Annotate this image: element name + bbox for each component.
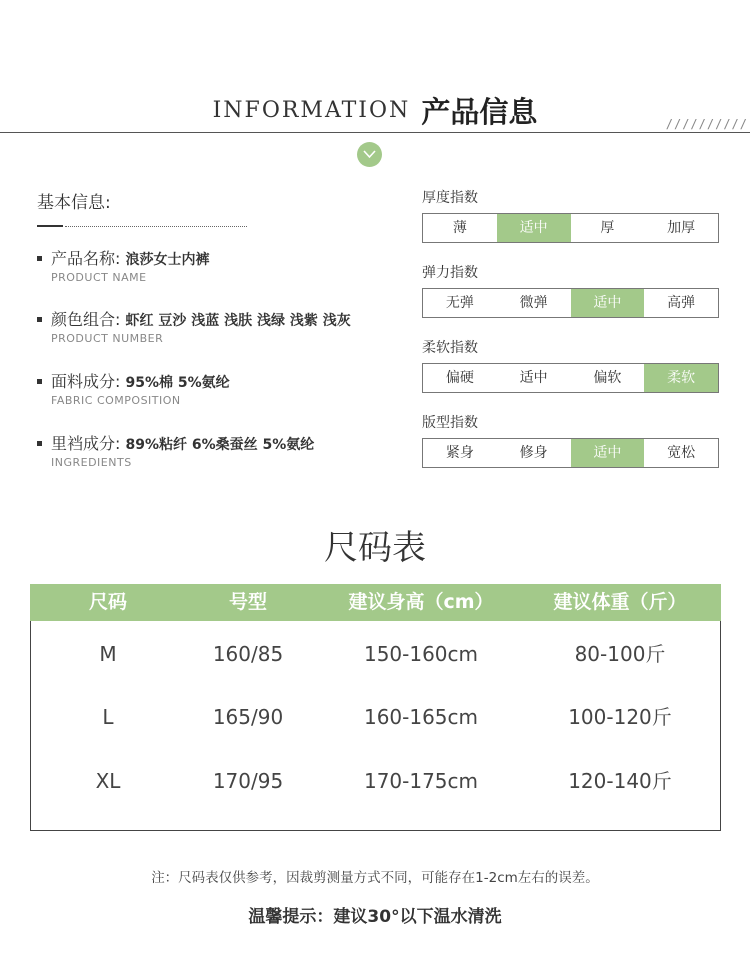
size-chart-table bbox=[30, 584, 721, 831]
cell-weight: 100-120斤 bbox=[568, 705, 672, 729]
cell-weight: 120-140斤 bbox=[568, 769, 672, 793]
elasticity-option: 无弹 bbox=[445, 295, 474, 311]
header-height: 建议身高（cm） bbox=[348, 591, 494, 613]
bullet-icon bbox=[37, 379, 42, 384]
info-subtitle: FABRIC COMPOSITION bbox=[51, 394, 181, 407]
table-row bbox=[30, 634, 721, 674]
bullet-icon bbox=[37, 256, 42, 261]
table-row bbox=[30, 697, 721, 737]
info-subtitle: INGREDIENTS bbox=[51, 456, 132, 469]
softness-option: 柔软 bbox=[644, 364, 718, 392]
softness-option: 偏硬 bbox=[445, 370, 474, 386]
cell-model: 165/90 bbox=[212, 705, 284, 729]
section-title-en: INFORMATION bbox=[212, 98, 411, 123]
elasticity-index-title: 弹力指数 bbox=[422, 265, 478, 281]
size-chart-header-row bbox=[30, 584, 721, 621]
cell-height: 170-175cm bbox=[363, 769, 479, 793]
fit-option: 紧身 bbox=[445, 445, 474, 461]
section-header bbox=[0, 84, 750, 140]
elasticity-index-bar bbox=[422, 288, 719, 318]
info-subtitle: PRODUCT NUMBER bbox=[51, 332, 164, 345]
thickness-option: 厚 bbox=[600, 220, 615, 236]
bullet-icon bbox=[37, 317, 42, 322]
header-model: 号型 bbox=[228, 591, 267, 613]
basic-info-title: 基本信息: bbox=[37, 193, 111, 213]
info-value: 89%粘纤 6%桑蚕丝 5%氨纶 bbox=[125, 437, 315, 453]
section-title-cn: 产品信息 bbox=[421, 95, 538, 129]
size-note: 注：尺码表仅供参考，因裁剪测量方式不同，可能存在1-2cm左右的误差。 bbox=[151, 870, 599, 886]
table-row bbox=[30, 761, 721, 801]
info-label: 产品名称: bbox=[51, 249, 121, 268]
header-size: 尺码 bbox=[88, 591, 127, 613]
softness-option: 适中 bbox=[519, 370, 548, 386]
thickness-option: 适中 bbox=[497, 214, 571, 242]
cell-size: XL bbox=[95, 769, 121, 793]
cell-size: M bbox=[99, 642, 117, 666]
elasticity-option: 微弹 bbox=[519, 295, 548, 311]
info-value: 虾红 豆沙 浅蓝 浅肤 浅绿 浅紫 浅灰 bbox=[125, 313, 351, 329]
elasticity-option: 适中 bbox=[571, 289, 645, 317]
cell-weight: 80-100斤 bbox=[574, 642, 666, 666]
info-value: 95%棉 5%氨纶 bbox=[125, 375, 230, 391]
info-label: 面料成分: bbox=[51, 372, 121, 391]
softness-option: 偏软 bbox=[593, 370, 622, 386]
cell-model: 170/95 bbox=[212, 769, 284, 793]
bullet-icon bbox=[37, 441, 42, 446]
size-chart-title: 尺码表 bbox=[324, 528, 426, 568]
header-divider bbox=[0, 132, 750, 133]
thickness-index-title: 厚度指数 bbox=[422, 190, 478, 206]
fit-option: 修身 bbox=[519, 445, 548, 461]
fit-option: 适中 bbox=[571, 439, 645, 467]
washing-tip: 温馨提示：建议30°以下温水清洗 bbox=[248, 907, 502, 927]
header-weight: 建议体重（斤） bbox=[553, 591, 687, 613]
cell-size: L bbox=[102, 705, 114, 729]
chevron-down-icon bbox=[357, 142, 382, 167]
fit-index-bar bbox=[422, 438, 719, 468]
softness-index-bar bbox=[422, 363, 719, 393]
fit-index-title: 版型指数 bbox=[422, 415, 478, 431]
cell-height: 160-165cm bbox=[363, 705, 479, 729]
info-label: 颜色组合: bbox=[51, 310, 121, 329]
thickness-option: 加厚 bbox=[667, 220, 696, 236]
info-label: 里裆成分: bbox=[51, 434, 121, 453]
section-title bbox=[0, 90, 750, 131]
basic-info-divider bbox=[37, 225, 247, 227]
elasticity-option: 高弹 bbox=[667, 295, 696, 311]
cell-model: 160/85 bbox=[212, 642, 284, 666]
info-value: 浪莎女士内裤 bbox=[125, 252, 210, 268]
info-subtitle: PRODUCT NAME bbox=[51, 271, 147, 284]
thickness-index-bar bbox=[422, 213, 719, 243]
header-slash-decoration: ////////// bbox=[665, 117, 748, 131]
thickness-option: 薄 bbox=[452, 220, 467, 236]
softness-index-title: 柔软指数 bbox=[422, 340, 478, 356]
fit-option: 宽松 bbox=[667, 445, 696, 461]
cell-height: 150-160cm bbox=[363, 642, 479, 666]
